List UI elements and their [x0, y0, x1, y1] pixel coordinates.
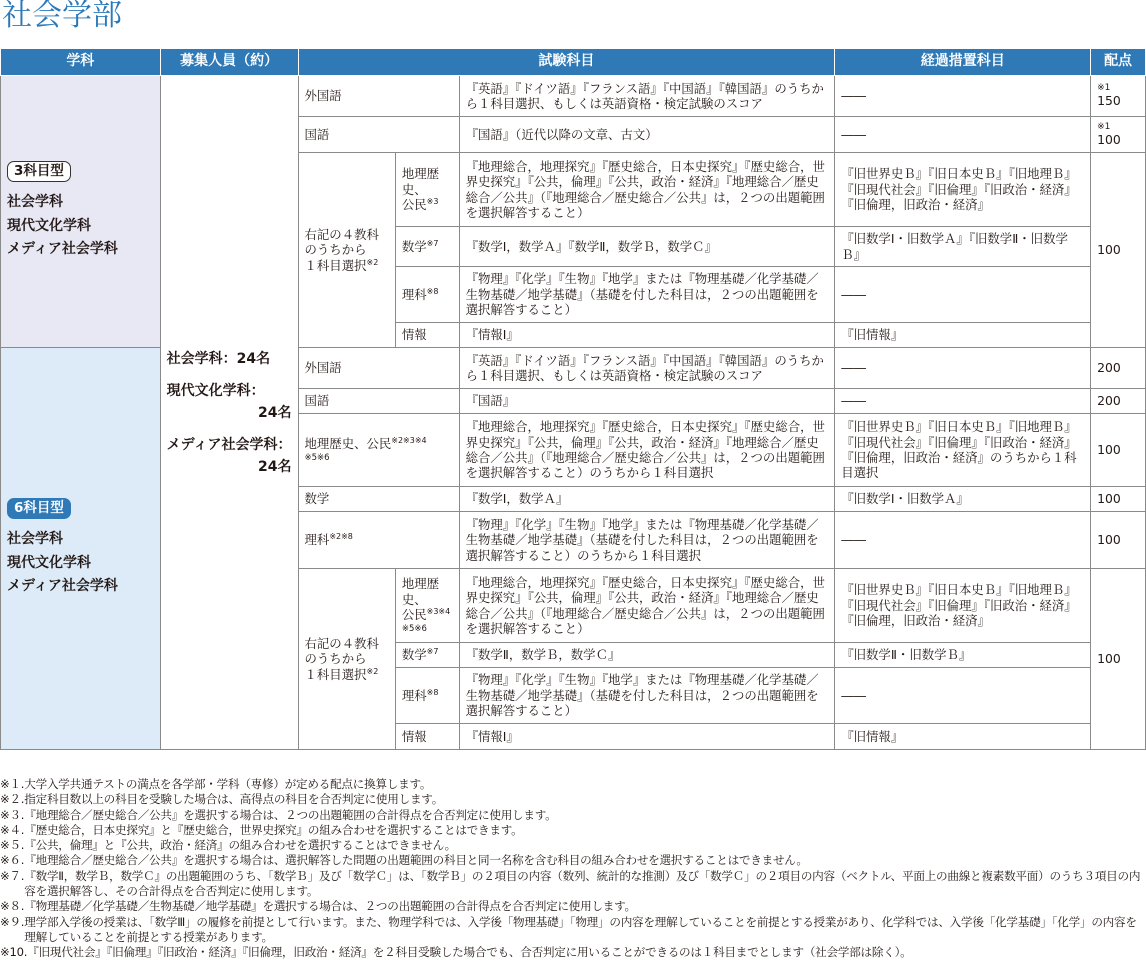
subject-detail: 『英語』『ドイツ語』『フランス語』『中国語』『韓国語』のうちから１科目選択、もしくは英語資格・検定試験のスコア: [459, 76, 835, 117]
table-header-row: [1, 49, 1146, 76]
subject-note: ※2※3※4: [391, 436, 427, 446]
subject-detail: 『情報Ⅰ』: [459, 323, 835, 348]
subject-name-text: 数学: [401, 647, 427, 663]
choice-line-2: のうちから: [304, 242, 367, 258]
dept-media-society: メディア社会学科: [7, 241, 118, 258]
transitional-subject: 『旧情報』: [835, 323, 1091, 348]
footnote: [0, 792, 1146, 807]
footnote-text: 指定科目数以上の科目を受験した場合は、高得点の科目を合否判定に使用します。: [24, 792, 444, 807]
subject-detail: 『物理』『化学』『生物』『地学』または『物理基礎／化学基礎／生物基礎／地学基礎』（基礎を付した科目は，２つの出題範囲を選択解答すること）: [459, 267, 835, 323]
subject-name-text: 理科: [304, 532, 330, 548]
subject-note: ※3※4: [426, 607, 451, 617]
subject-name-text: 地理歴史、公民: [304, 436, 392, 452]
transitional-subject: ――: [835, 117, 1091, 153]
footnote-mark: ※９.: [0, 914, 25, 929]
choice-rule: [298, 153, 395, 348]
choice-line-1: 右記の４教科: [304, 635, 379, 651]
header-subjects: 試験科目: [298, 49, 835, 76]
points-value: 100: [1091, 153, 1146, 348]
transitional-subject: 『旧世界史Ｂ』『旧日本史Ｂ』『旧地理Ｂ』『旧現代社会』『旧倫理』『旧政治・経済』『旧倫理，旧政治・経済』: [835, 569, 1091, 643]
subject-name-line-1: 地理歴史、: [401, 576, 439, 607]
choice-line-1: 右記の４教科: [304, 226, 379, 242]
footnote-text: 『地理総合／歴史総合／公共』を選択する場合は、２つの出題範囲の合計得点を合否判定に使用します。: [24, 807, 557, 822]
points-value: 100: [1091, 569, 1146, 750]
subject-detail: 『地理総合，地理探究』『歴史総合，日本史探究』『歴史総合，世界史探究』『公共，倫理』『公共，政治・経済』『地理総合／歴史総合／公共』（『地理総合／歴史総合／公共』は，２つの出題範囲を選択解答すること）のうちから１科目選択: [459, 414, 835, 487]
subject-note-2: ※5※6: [304, 452, 330, 463]
subject-name: 情報: [395, 724, 459, 750]
points-value: 150: [1097, 93, 1121, 109]
quota-contemporary-value: 24名: [258, 404, 292, 421]
footnote: [0, 823, 1146, 838]
six-subject-badge: 6科目型: [7, 498, 71, 519]
subject-detail: 『地理総合，地理探究』『歴史総合，日本史探究』『歴史総合，世界史探究』『公共，倫理』『公共，政治・経済』『地理総合／歴史総合／公共』（『地理総合／歴史総合／公共』は，２つの出題範囲を選択解答すること）: [459, 153, 835, 227]
subject-detail: 『物理』『化学』『生物』『地学』または『物理基礎／化学基礎／生物基礎／地学基礎』（基礎を付した科目は，２つの出題範囲を選択解答すること）: [459, 668, 835, 724]
subject-name-text: 理科: [401, 286, 427, 302]
subject-name-line-2: 公民: [401, 197, 427, 213]
transitional-subject: ――: [835, 389, 1091, 414]
dept-sociology: 社会学科: [7, 531, 63, 548]
quota-media-value: 24名: [258, 458, 292, 475]
subject-name-line-1: 地理歴史、: [401, 166, 439, 197]
subject-note: ※3: [426, 197, 439, 207]
footnote-mark: ※５.: [0, 838, 25, 853]
footnote: [0, 808, 1146, 823]
subject-name-line-2: 公民: [401, 607, 427, 623]
footnote-text: 『数学Ⅱ，数学Ｂ，数学Ｃ』の出題範囲のうち、「数学Ｂ」及び「数学Ｃ」は、「数学Ｂ」の２項目の内容（数列、統計的な推測）及び「数学Ｃ」の２項目の内容（ベクトル、平面上の曲線と複素数平面）のうち３項目の内容を選択解答し、その合計得点を合否判定に使用します。: [24, 868, 1141, 899]
subject-name: 国語: [298, 389, 459, 414]
quota-contemporary-label: 現代文化学科：: [166, 382, 265, 399]
subject-detail: 『地理総合，地理探究』『歴史総合，日本史探究』『歴史総合，世界史探究』『公共，倫理』『公共，政治・経済』『地理総合／歴史総合／公共』（『地理総合／歴史総合／公共』は，２つの出題範囲を選択解答すること）: [459, 569, 835, 643]
footnote-text: 『旧現代社会』『旧倫理』『旧政治・経済』『旧倫理，旧政治・経済』を２科目受験した場合でも、合否判定に用いることができるのは１科目までとします（社会学部は除く）。: [27, 945, 912, 960]
footnote: [0, 838, 1146, 853]
subject-detail: 『国語』: [459, 389, 835, 414]
transitional-subject: ――: [835, 348, 1091, 389]
dept-media-society: メディア社会学科: [7, 578, 118, 595]
header-department: 学科: [1, 49, 161, 76]
subject-name: 外国語: [298, 348, 459, 389]
subject-detail: 『物理』『化学』『生物』『地学』または『物理基礎／化学基礎／生物基礎／地学基礎』（基礎を付した科目は，２つの出題範囲を選択解答すること）のうちから１科目選択: [459, 512, 835, 569]
subject-name: [395, 153, 459, 227]
subject-name: [395, 267, 459, 323]
footnote-text: 『歴史総合，日本史探究』と『歴史総合，世界史探究』の組み合わせを選択することはできます。: [24, 822, 523, 837]
subject-note: ※2※8: [329, 532, 353, 542]
transitional-subject: 『旧世界史Ｂ』『旧日本史Ｂ』『旧地理Ｂ』『旧現代社会』『旧倫理』『旧政治・経済』『旧倫理，旧政治・経済』のうちから１科目選択: [835, 414, 1091, 487]
transitional-subject: 『旧世界史Ｂ』『旧日本史Ｂ』『旧地理Ｂ』『旧現代社会』『旧倫理』『旧政治・経済』『旧倫理，旧政治・経済』: [835, 153, 1091, 227]
subject-detail: 『数学Ⅰ，数学Ａ』『数学Ⅱ，数学Ｂ，数学Ｃ』: [459, 227, 835, 267]
points-value: 100: [1097, 131, 1121, 147]
three-subject-type-cell: [1, 76, 161, 348]
choice-line-3: １科目選択: [304, 257, 367, 273]
points-value: 100: [1091, 414, 1146, 487]
header-points: 配点: [1091, 49, 1146, 76]
subject-name: [395, 227, 459, 267]
transitional-subject: ――: [835, 267, 1091, 323]
choice-line-2: のうちから: [304, 651, 367, 667]
footnote-mark: ※１.: [0, 777, 25, 791]
three-subject-badge: 3科目型: [7, 161, 71, 182]
footnote-mark: ※３.: [0, 807, 25, 822]
subject-note: ※8: [426, 286, 439, 296]
quota-cell: [160, 76, 298, 750]
choice-note: ※2: [366, 666, 379, 676]
subject-name: 国語: [298, 117, 459, 153]
subject-note: ※7: [426, 238, 439, 248]
transitional-subject: 『旧数学Ⅰ・旧数学Ａ』『旧数学Ⅱ・旧数学Ｂ』: [835, 227, 1091, 267]
points-value: 100: [1091, 487, 1146, 512]
footnote-text: 『公共，倫理』と『公共，政治・経済』の組み合わせを選択することはできません。: [24, 838, 457, 853]
points-note: ※1: [1097, 121, 1111, 132]
footnote-text: 『物理基礎／化学基礎／生物基礎／地学基礎』を選択する場合は、２つの出題範囲の合計得点を合否判定に使用します。: [24, 899, 636, 914]
footnote: [0, 899, 1146, 914]
footnote-mark: ※２.: [0, 792, 25, 807]
choice-line-3: １科目選択: [304, 666, 367, 682]
subject-name: 外国語: [298, 76, 459, 117]
subject-name: [395, 668, 459, 724]
subject-detail: 『英語』『ドイツ語』『フランス語』『中国語』『韓国語』のうちから１科目選択、もしくは英語資格・検定試験のスコア: [459, 348, 835, 389]
footnote-mark: ※４.: [0, 822, 25, 837]
dept-sociology: 社会学科: [7, 194, 63, 211]
points-cell: [1091, 76, 1146, 117]
subject-detail: 『情報Ⅰ』: [459, 724, 835, 750]
transitional-subject: 『旧情報』: [835, 724, 1091, 750]
choice-note: ※2: [366, 257, 379, 267]
dept-contemporary-culture: 現代文化学科: [7, 554, 91, 571]
subject-name: 数学: [298, 487, 459, 512]
transitional-subject: 『旧数学Ⅱ・旧数学Ｂ』: [835, 643, 1091, 668]
subject-detail: 『数学Ⅰ，数学Ａ』: [459, 487, 835, 512]
subject-name: [395, 569, 459, 643]
transitional-subject: 『旧数学Ⅰ・旧数学Ａ』: [835, 487, 1091, 512]
dept-contemporary-culture: 現代文化学科: [7, 217, 91, 234]
subject-note: ※8: [426, 687, 439, 697]
footnote-mark: ※10.: [0, 945, 28, 960]
six-subject-type-cell: [1, 348, 161, 750]
choice-rule: [298, 569, 395, 750]
footnote-text: 『地理総合／歴史総合／公共』を選択する場合は、選択解答した問題の出題範囲の科目と同一名称を含む科目の組み合わせを選択することはできません。: [24, 853, 808, 868]
footnote: [0, 915, 1146, 946]
points-note: ※1: [1097, 83, 1111, 94]
subject-name: [298, 414, 459, 487]
subject-note: ※7: [426, 647, 439, 657]
subject-name: [395, 643, 459, 668]
footnote-mark: ※７.: [0, 868, 25, 883]
points-value: 200: [1091, 389, 1146, 414]
subject-name-text: 数学: [401, 238, 427, 254]
footnote: [0, 945, 1146, 960]
exam-subjects-table: [0, 48, 1146, 750]
footnote: [0, 853, 1146, 868]
footnote-text: 理学部入学後の授業は、「数学Ⅲ」の履修を前提として行います。また、物理学科では、入学後「物理基礎」「物理」の内容を理解していることを前提とする授業があり、化学科では、入学後「化学基礎」「化学」の内容を理解していることを前提とする授業があります。: [24, 914, 1137, 944]
footnote: [0, 777, 1146, 792]
subject-detail: 『国語』（近代以降の文章、古文）: [459, 117, 835, 153]
transitional-subject: ――: [835, 512, 1091, 569]
header-quota: 募集人員（約）: [160, 49, 298, 76]
subject-name: [298, 512, 459, 569]
quota-sociology: 社会学科：24名: [166, 350, 271, 367]
footnote-text: 大学入学共通テストの満点を各学部・学科（専修）が定める配点に換算します。: [24, 777, 432, 791]
transitional-subject: ――: [835, 76, 1091, 117]
subject-name: 情報: [395, 323, 459, 348]
points-cell: [1091, 117, 1146, 153]
footnote-mark: ※６.: [0, 853, 25, 868]
subject-detail: 『数学Ⅱ，数学Ｂ，数学Ｃ』: [459, 643, 835, 668]
table-row: [1, 76, 1146, 117]
points-value: 100: [1091, 512, 1146, 569]
page-title: 社会学部: [2, 0, 122, 33]
points-value: 200: [1091, 348, 1146, 389]
footnote: [0, 869, 1146, 900]
transitional-subject: ――: [835, 668, 1091, 724]
quota-media-label: メディア社会学科：: [166, 436, 292, 453]
header-transitional: 経過措置科目: [835, 49, 1091, 76]
subject-name-text: 理科: [401, 687, 427, 703]
footnotes: [0, 777, 1146, 961]
subject-note-2: ※5※6: [401, 623, 427, 634]
footnote-mark: ※８.: [0, 899, 25, 914]
